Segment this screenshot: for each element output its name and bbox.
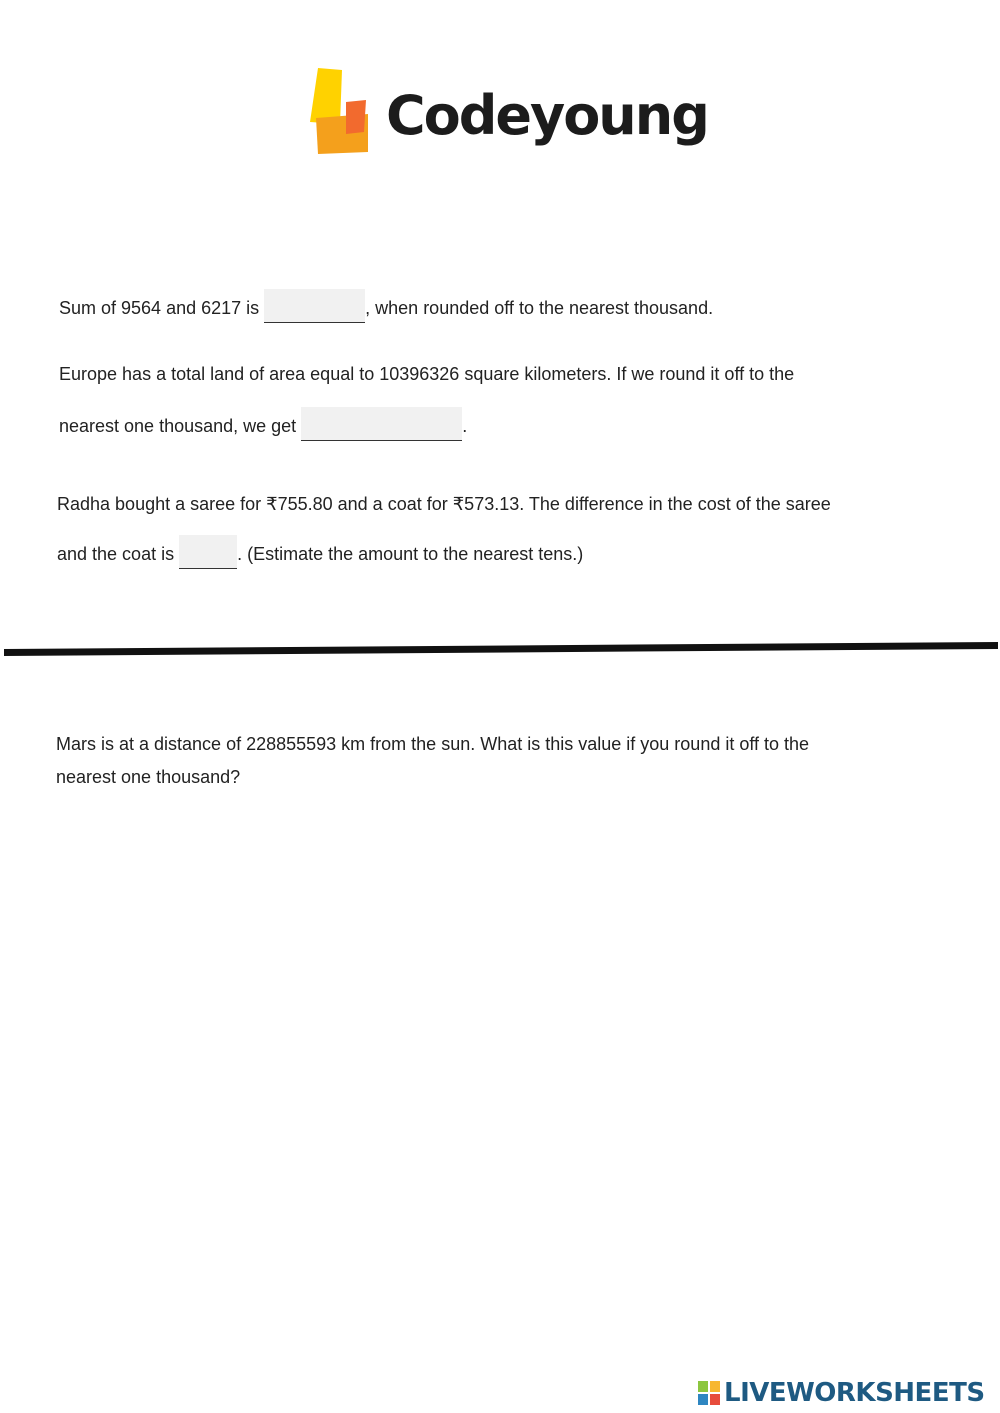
question-4-line-2: nearest one thousand? [56, 767, 241, 787]
codeyoung-logo [306, 66, 706, 166]
question-3-line-2 [57, 535, 583, 569]
question-1 [59, 289, 713, 323]
answer-blank-3[interactable] [179, 535, 237, 569]
question-3-text-before: and the coat is [57, 544, 180, 564]
question-1-text-before: Sum of 9564 and 6217 is [59, 298, 265, 318]
liveworksheets-icon [698, 1381, 720, 1405]
answer-blank-2[interactable] [301, 407, 462, 441]
question-3-line-1: Radha bought a saree for ₹755.80 and a coat for ₹573.13. The difference in the cost of the saree [57, 494, 831, 514]
question-2-line-1: Europe has a total land of area equal to 10396326 square kilometers. If we round it off to the [59, 364, 795, 384]
codeyoung-logo-mark-icon [306, 66, 372, 156]
question-4-line-1: Mars is at a distance of 228855593 km from the sun. What is this value if you round it off to the [56, 734, 810, 754]
question-3-text-after: . (Estimate the amount to the nearest tens.) [237, 544, 584, 564]
codeyoung-wordmark: Codeyoung [386, 84, 708, 147]
liveworksheets-wordmark: LIVEWORKSHEETS [724, 1378, 985, 1408]
section-divider [4, 642, 998, 656]
answer-blank-1[interactable] [264, 289, 365, 323]
question-2-line-2 [59, 407, 467, 441]
liveworksheets-logo [698, 1378, 998, 1408]
question-2-text-after: . [462, 416, 468, 436]
question-2-text-before: nearest one thousand, we get [59, 416, 302, 436]
question-1-text-after: , when rounded off to the nearest thousand. [365, 298, 714, 318]
